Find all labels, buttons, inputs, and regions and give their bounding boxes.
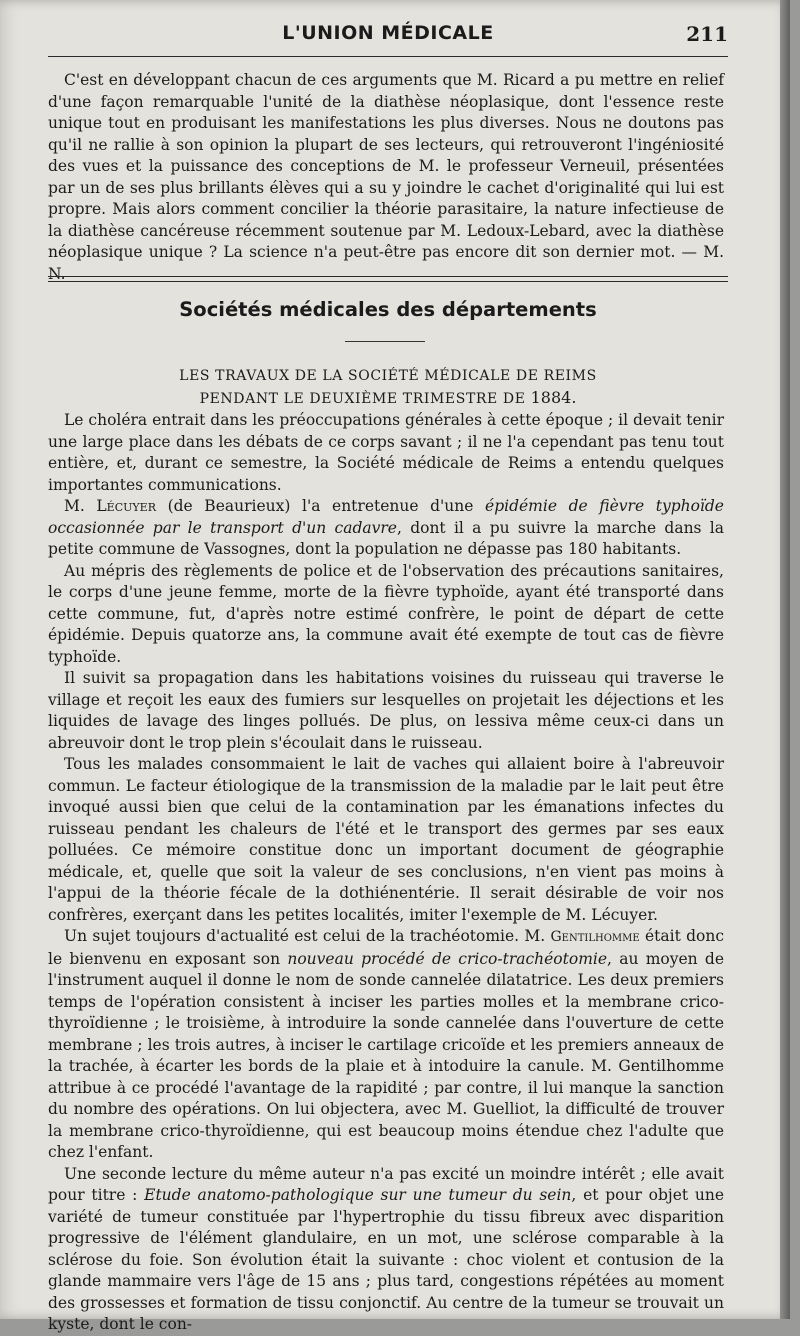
section-rule-top	[48, 276, 728, 277]
paragraph-malades: Tous les malades consommaient le lait de vaches qui allaient boire à l'abreuvoir commun. Le facteur étiologique de la transmission de la maladie par le lait peut être invoqué aussi bien que celui de la contamination par les émanations infectes du ruisseau pendant les chaleurs de l'été et le transport des germes par ses eaux polluées. Ce mémoire constitue donc un important document de géographie médicale, et, quelle que soit la valeur de ses conclusions, n'en vient pas moins à l'appui de la théorie fécale de la dothiénentérie. Il serait désirable de voir nos confrères, exerçant dans les petites localités, imiter l'exemple de M. Lécuyer.	[48, 755, 724, 924]
author-name-lecuyer: Lécuyer	[96, 497, 156, 515]
page-edge-shadow	[780, 0, 790, 1319]
intro-block	[48, 70, 724, 285]
article-title-line2-prefix: PENDANT LE DEUXIÈME TRIMESTRE DE	[199, 391, 531, 407]
section-title: Sociétés médicales des départements	[179, 298, 597, 321]
section-rule-bottom	[48, 281, 728, 282]
text-run: était donc le bienvenu en exposant son	[48, 927, 724, 968]
paragraph-police: Au mépris des règlements de police et de l'observation des précautions sanitaires, le corps d'une jeune femme, morte de la fièvre typhoïde, ayant été transporté dans cette commune, fut, d'après notre estimé confrère, le point de départ de cette épidémie. Depuis quatorze ans, la commune avait été exempte de tout cas de fièvre typhoïde.	[48, 561, 724, 666]
article-title	[48, 366, 728, 410]
article-body	[48, 410, 724, 1336]
work-title: Etude anatomo-pathologique sur une tumeur du sein	[144, 1186, 572, 1204]
paragraph-tracheotomie	[48, 926, 724, 1164]
article-title-line1: LES TRAVAUX DE LA SOCIÉTÉ MÉDICALE DE REIMS	[179, 368, 597, 384]
paragraph-cholera: Le choléra entrait dans les préoccupations générales à cette époque ; il devait tenir une large place dans les débats de ce corps savant ; il ne l'a cependant pas tenu tout entière, et, durant ce semestre, la Société médicale de Reims a entendu quelques importantes communications.	[48, 411, 724, 494]
work-title: épidémie de fièvre typhoïde occasionnée par le transport d'un cadavre	[48, 497, 724, 537]
text-run: , dont il a pu suivre la marche dans la petite commune de Vassognes, dont la population ne dépasse pas 180 habitants.	[48, 518, 725, 558]
article-title-line2	[48, 387, 728, 410]
title-divider	[345, 341, 425, 342]
page-number: 211	[686, 22, 728, 46]
text-run: Un sujet toujours d'actualité est celui de la trachéotomie. M.	[64, 927, 551, 945]
text-run: , au moyen de l'instrument auquel il donne le nom de sonde cannelée dilatatrice. Les deux premiers temps de l'opération consistent à inciser les parties molles et la membrane crico-thyroïdienne ; le troisième, à introduire la sonde cannelée dans l'ouverture de cette membrane ; les trois autres, à inciser le cartilage cricoïde et les premiers anneaux de la trachée, à écarter les bords de la plaie et à intoduire la canule. M. Gentilhomme attribue à ce procédé l'avantage de la rapidité ; par contre, il lui manque la sanction du nombre des opérations. On lui objectera, avec M. Guelliot, la difficulté de trouver la membrane crico-thyroïdienne, qui est beaucoup moins étendue chez l'adulte que chez l'enfant.	[48, 949, 724, 1161]
paragraph-lecuyer	[48, 496, 724, 561]
running-title: L'UNION MÉDICALE	[282, 22, 494, 44]
work-title: nouveau procédé de crico-trachéotomie	[287, 949, 608, 968]
intro-paragraph: C'est en développant chacun de ces arguments que M. Ricard a pu mettre en relief d'une façon remarquable l'unité de la diathèse néoplasique, dont l'essence reste unique tout en produisant les manifestations les plus diverses. Nous ne doutons pas qu'il ne rallie à son opinion la plupart de ses lecteurs, qui retrouveront l'ingéniosité des vues et la puissance des conceptions de M. le professeur Verneuil, présentées par un de ses plus brillants élèves qui a su y joindre le cachet d'originalité qui lui est propre. Mais alors comment concilier la théorie parasitaire, la nature infectieuse de la diathèse cancéreuse récemment soutenue par M. Ledoux-Lebard, avec la diathèse néoplasique unique ? La science n'a peut-être pas encore dit son dernier mot. — M. N.	[48, 71, 724, 283]
text-run: Une seconde lecture du même auteur n'a pas excité un moindre intérêt ; elle avait pour titre :	[48, 1164, 724, 1204]
article-title-year: 1884.	[530, 388, 577, 407]
text-run: M.	[64, 497, 97, 515]
paragraph-propagation: Il suivit sa propagation dans les habitations voisines du ruisseau qui traverse le village et reçoit les eaux des fumiers sur lesquelles on projetait les déjections et les liquides de lavage des linges pollués. De plus, on lessiva même ceux-ci dans un abreuvoir dont le trop plein s'écoulait dans le ruisseau.	[48, 669, 724, 752]
author-name-gentilhomme: Gentilhomme	[550, 929, 640, 945]
page-header	[48, 20, 728, 50]
text-run: , et pour objet une variété de tumeur constituée par l'hypertrophie du tissu fibreux avec disparition progressive de l'élément glandulaire, en un mot, une sclérose comparable à la sclérose du foie. Son évolution était la suivante : choc violent et contusion de la glande mammaire vers l'âge de 15 ans ; plus tard, congestions répétées au moment des grossesses et formation de tissu conjonctif. Au centre de la tumeur se trouvait un kyste, dont le con-	[48, 1186, 724, 1333]
paragraph-tumeur	[48, 1164, 724, 1336]
header-rule	[48, 56, 728, 57]
text-run: (de Beaurieux) l'a entretenue d'une	[155, 497, 486, 515]
